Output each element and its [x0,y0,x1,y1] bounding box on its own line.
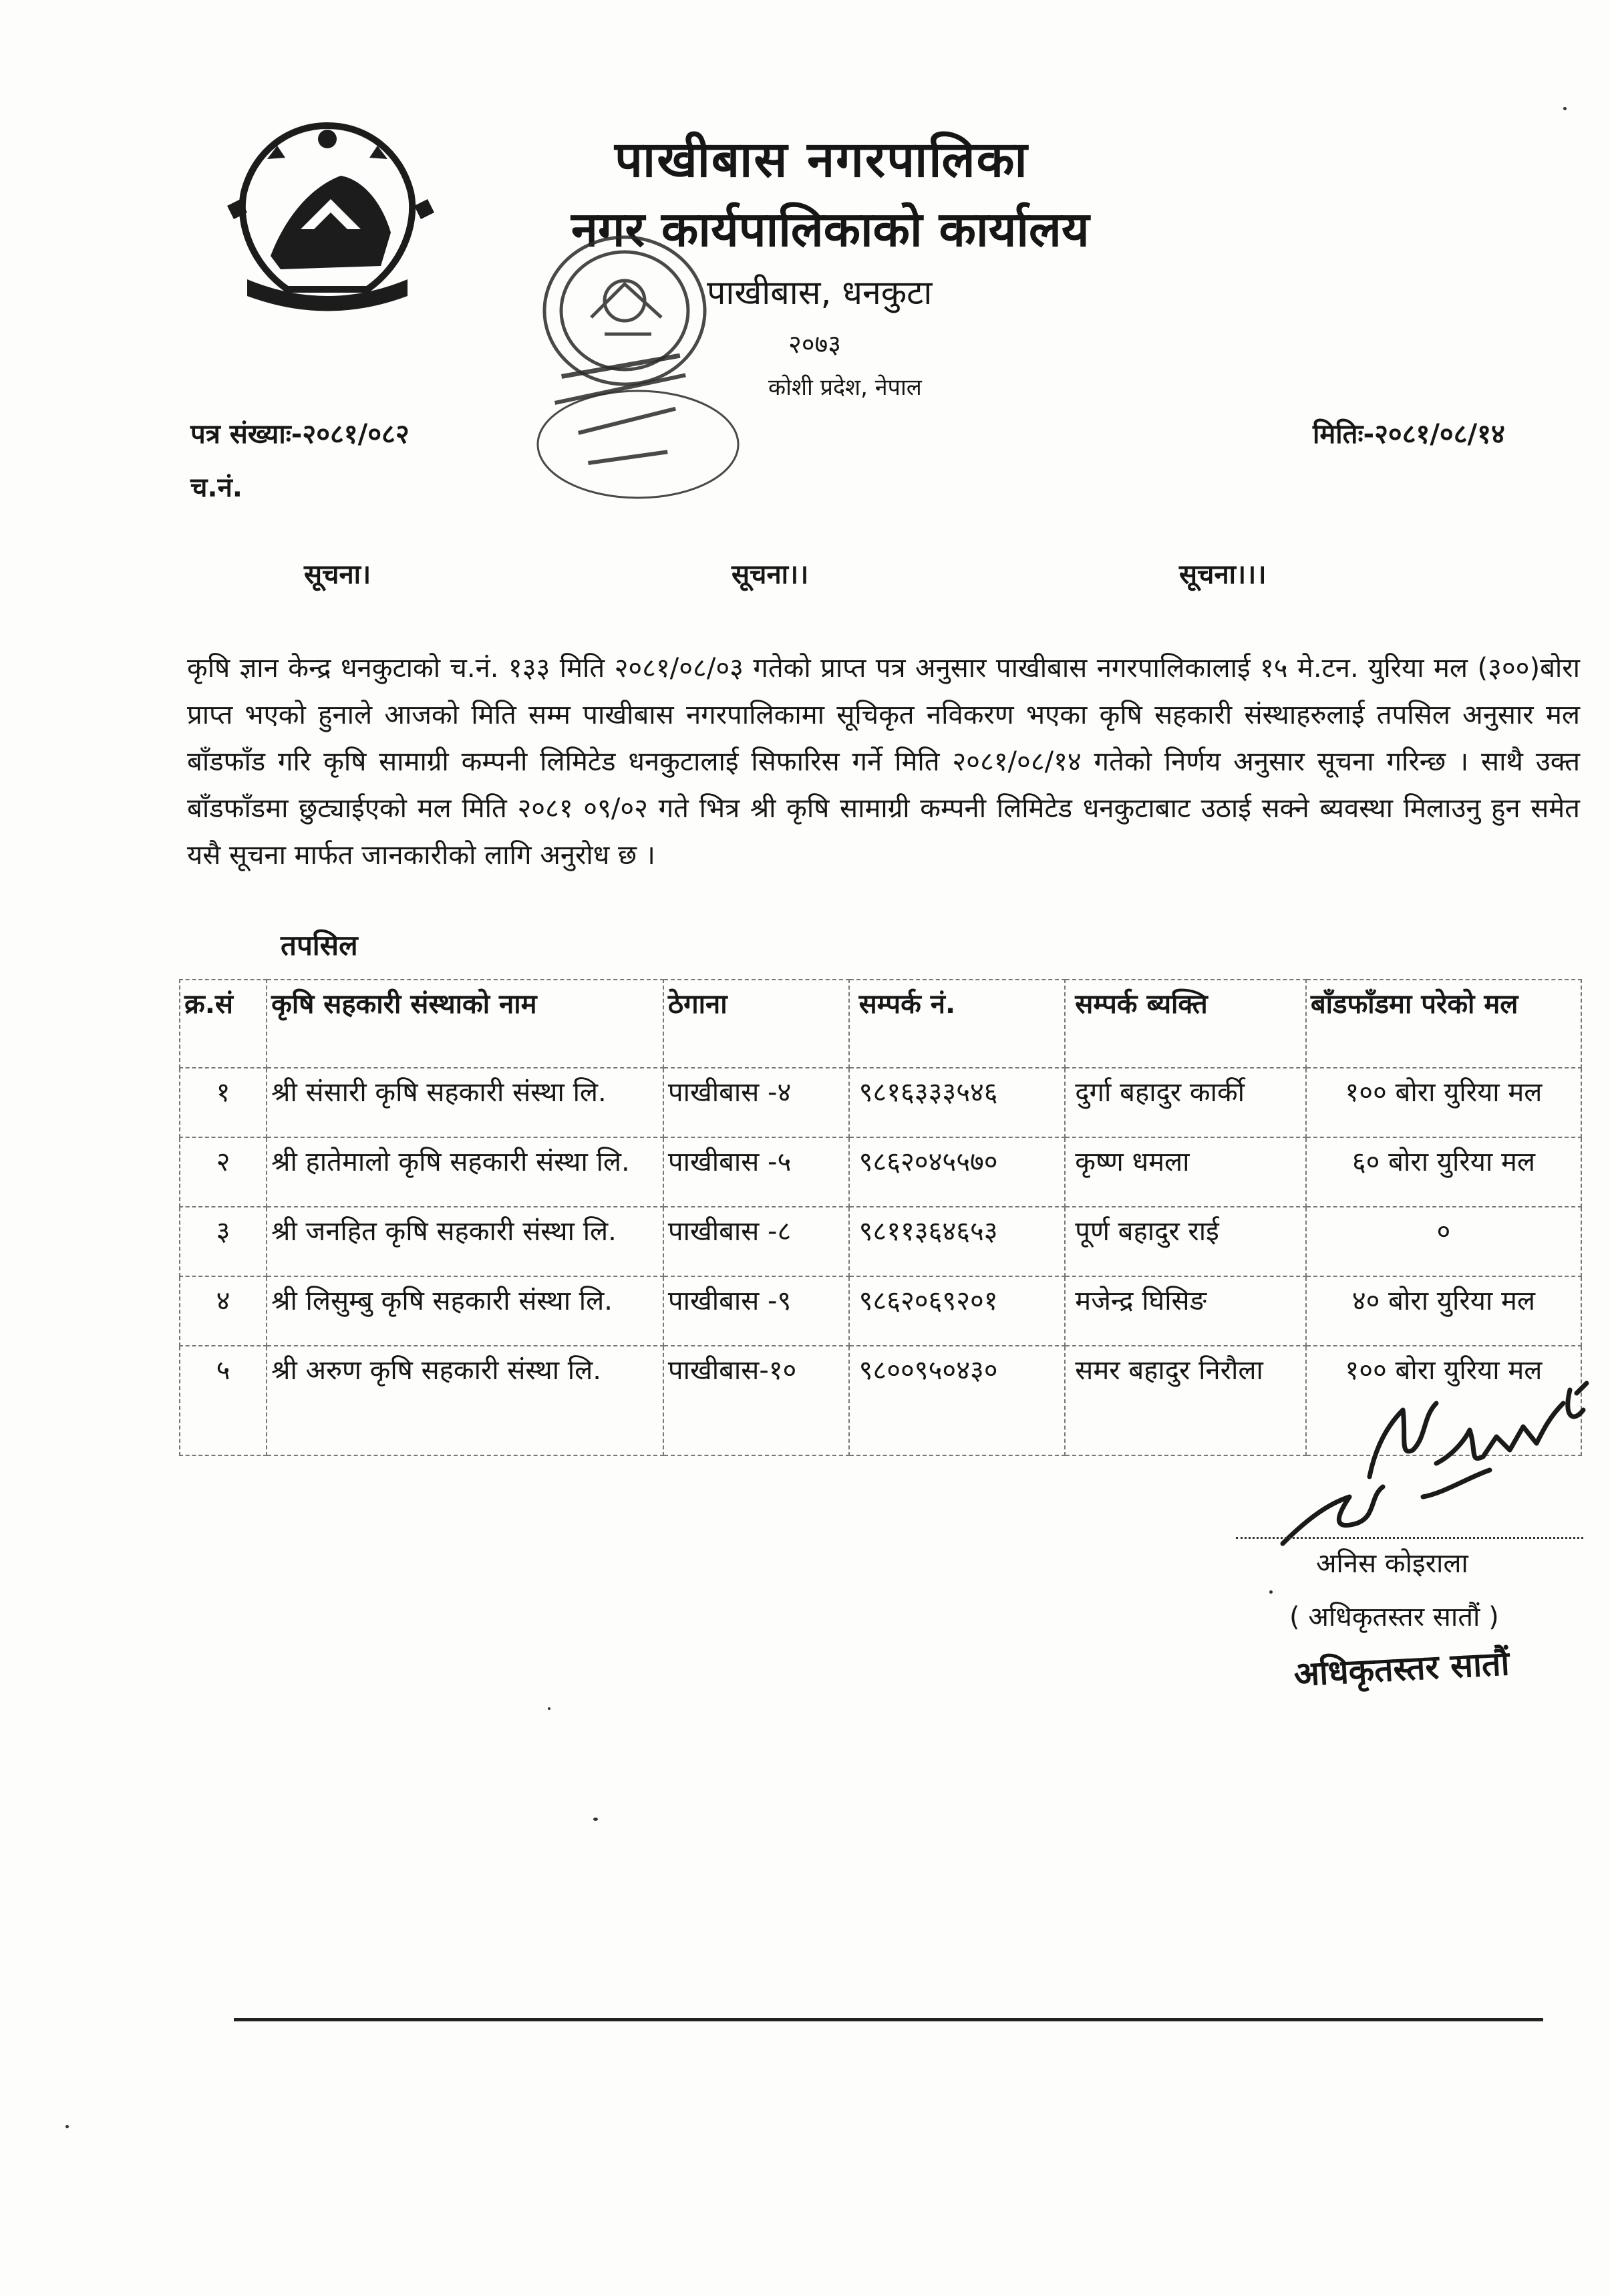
cell-contact-number: ९८६२०४५५७० [849,1137,1066,1207]
cell-name: श्री अरुण कृषि सहकारी संस्था लि. [267,1346,663,1455]
cell-sn: ५ [180,1346,267,1455]
table-header-row [180,980,1581,1068]
notice-heading-1: सूचना। [304,559,371,590]
cell-allocation: ४० बोरा युरिया मल [1306,1276,1581,1346]
cell-address: पाखीबास -८ [663,1207,849,1276]
cell-contact-person: दुर्गा बहादुर कार्की [1065,1068,1306,1137]
column-header-contact-number: सम्पर्क नं. [849,980,1066,1068]
cell-name: श्री लिसुम्बु कृषि सहकारी संस्था लि. [267,1276,663,1346]
table-row [180,1068,1581,1137]
cell-sn: ३ [180,1207,267,1276]
notice-heading-2: सूचना।। [732,559,809,590]
table-row [180,1276,1581,1346]
cell-sn: २ [180,1137,267,1207]
table-row [180,1137,1581,1207]
scan-speck [548,1707,550,1710]
cell-name: श्री जनहित कृषि सहकारी संस्था लि. [267,1207,663,1276]
cell-name: श्री संसारी कृषि सहकारी संस्था लि. [267,1068,663,1137]
cell-address: पाखीबास-१० [663,1346,849,1455]
province-line: कोशी प्रदेश, नेपाल [768,374,922,401]
cell-name: श्री हातेमालो कृषि सहकारी संस्था लि. [267,1137,663,1207]
nepal-emblem-icon [207,112,448,326]
cell-address: पाखीबास -४ [663,1068,849,1137]
notice-body-paragraph: कृषि ज्ञान केन्द्र धनकुटाको च.नं. १३३ मिति २०८१/०८/०३ गतेको प्राप्त पत्र अनुसार पाखीबास नगरपालिकालाई १५ मे.टन. युरिया मल (३००)बोरा प्राप्त भएको हुनाले आजको मिति सम्म पाखीबास नगरपालिकामा सूचिकृत नविकरण भएका कृषि सहकारी संस्थाहरुलाई तपसिल अनुसार मल बाँडफाँड गरि कृषि सामाग्री कम्पनी लिमिटेड धनकुटालाई सिफारिस गर्ने मिति २०८१/०८/१४ गतेको निर्णय अनुसार सूचना गरिन्छ । साथै उक्त बाँडफाँडमा छुट्याईएको मल मिति २०८१ ०९/०२ गते भित्र श्री कृषि सामाग्री कम्पनी लिमिटेड धनकुटाबाट उठाई सक्ने ब्यवस्था मिलाउनु हुन समेत यसै सूचना मार्फत जानकारीको लागि अनुरोध छ । [187,653,1580,871]
scan-speck [65,2125,69,2128]
cell-contact-number: ९८००९५०४३० [849,1346,1066,1455]
details-heading: तपसिल [281,929,358,962]
cell-allocation: ० [1306,1207,1581,1276]
footer-rule [234,2018,1543,2021]
office-seal-stamp [524,231,745,505]
signatory-name: अनिस कोइराला [1316,1548,1468,1579]
handwritten-signature [1269,1363,1590,1564]
scan-speck [1563,107,1567,110]
designation-stamp: अधिकृतस्तर सातौं [1293,1644,1510,1694]
column-header-address: ठेगाना [663,980,849,1068]
letter-reference-number: पत्र संख्याः-२०८१/०८२ [190,419,410,450]
cell-contact-person: कृष्ण धमला [1065,1137,1306,1207]
column-header-name: कृषि सहकारी संस्थाको नाम [267,980,663,1068]
notice-heading-3: सूचना।।। [1179,559,1267,590]
cell-contact-person: पूर्ण बहादुर राई [1065,1207,1306,1276]
cell-allocation: १०० बोरा युरिया मल [1306,1346,1581,1455]
dispatch-number-label: च.नं. [190,472,243,503]
scan-speck [1269,1590,1273,1594]
cell-allocation: ६० बोरा युरिया मल [1306,1137,1581,1207]
cell-sn: १ [180,1068,267,1137]
cell-allocation: १०० बोरा युरिया मल [1306,1068,1581,1137]
signatory-title: ( अधिकृतस्तर सातौं ) [1289,1602,1499,1632]
cell-contact-number: ९८११३६४६५३ [849,1207,1066,1276]
established-year: २०७३ [788,329,842,359]
letter-date: मितिः-२०८१/०८/१४ [1313,419,1505,450]
cell-contact-person: समर बहादुर निरौला [1065,1346,1306,1455]
cell-sn: ४ [180,1276,267,1346]
office-address: पाखीबास, धनकुटा [707,273,933,312]
office-name: नगर कार्यपालिकाको कार्यालय [571,201,1090,257]
column-header-contact-person: सम्पर्क ब्यक्ति [1065,980,1306,1068]
cell-address: पाखीबास -९ [663,1276,849,1346]
cell-contact-person: मजेन्द्र घिसिङ [1065,1276,1306,1346]
cell-address: पाखीबास -५ [663,1137,849,1207]
column-header-allocation: बाँडफाँडमा परेको मल [1306,980,1581,1068]
cell-contact-number: ९८१६३३३५४६ [849,1068,1066,1137]
signature-line [1236,1537,1583,1539]
cell-contact-number: ९८६२०६९२०१ [849,1276,1066,1346]
table-row [180,1207,1581,1276]
scan-speck [593,1818,598,1821]
municipality-name: पाखीबास नगरपालिका [615,131,1029,188]
column-header-sn: क्र.सं [180,980,267,1068]
